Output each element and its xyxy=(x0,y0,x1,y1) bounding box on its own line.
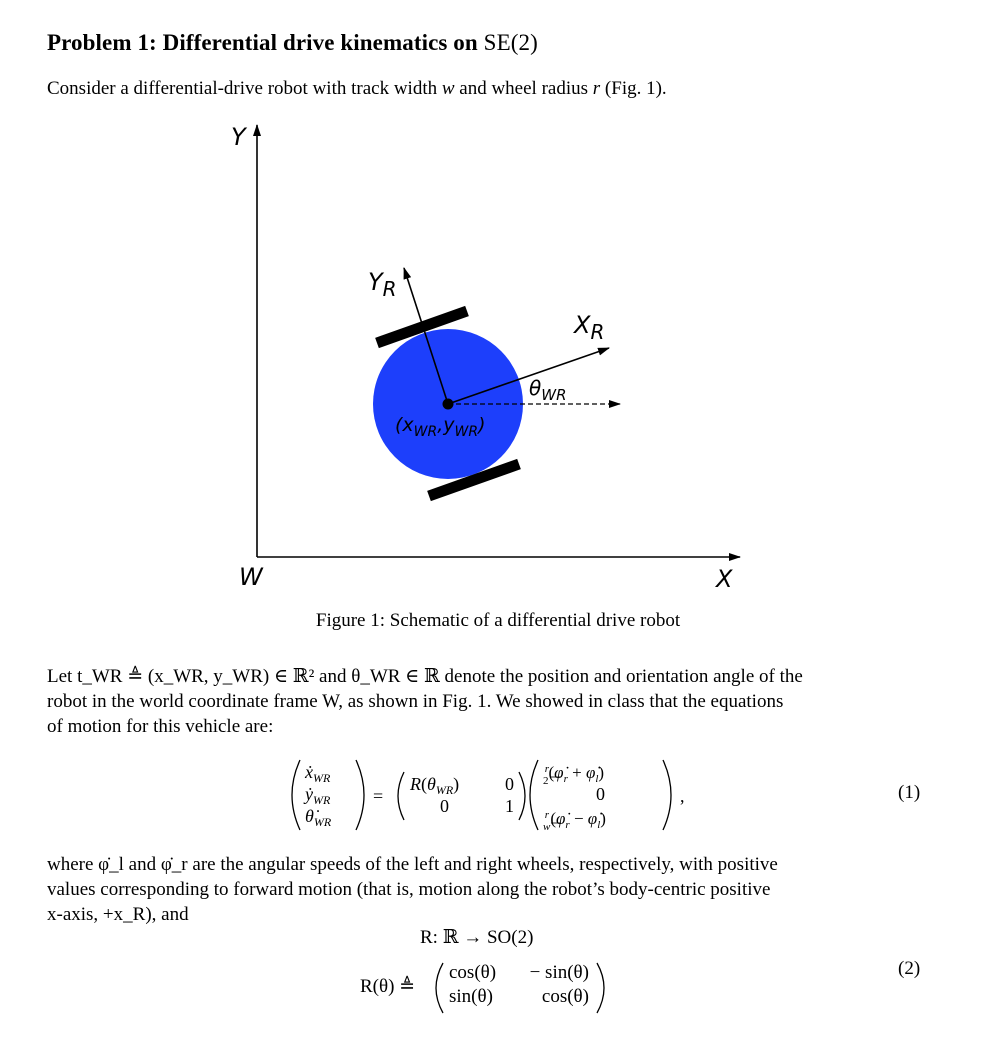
equation-1-number: (1) xyxy=(898,782,921,803)
eq2-cos-bottom: cos(θ) xyxy=(541,986,589,1007)
eq2-sin: sin(θ) xyxy=(449,986,493,1007)
eq1-comma: , xyxy=(680,786,685,806)
paragraph-definitions xyxy=(47,664,925,739)
eq2-left-paren xyxy=(436,963,443,1013)
figure-caption: Figure 1: Schematic of a differential drive robot xyxy=(315,610,681,631)
intro-text-2: and wheel radius xyxy=(459,78,589,99)
paragraph-2-line-2: values corresponding to forward motion (that is, motion along the robot’s body-centric positive xyxy=(47,879,771,900)
equation-1 xyxy=(292,760,685,833)
eq2-cos-top: cos(θ) xyxy=(449,962,497,983)
track-width-symbol: w xyxy=(441,78,455,99)
eq1-zero-bl: 0 xyxy=(440,796,449,816)
eq1-zero-tr: 0 xyxy=(505,774,514,794)
eq1-equals: = xyxy=(373,786,384,806)
title-text: Problem 1: Differential drive kinematics on xyxy=(47,30,478,55)
paragraph-1-line-3: of motion for this vehicle are: xyxy=(47,716,274,737)
paragraph-1-line-1: Let t_WR ≜ (x_WR, y_WR) ∈ ℝ² and θ_WR ∈ ℝ denote the position and orientation angle of the xyxy=(47,666,803,687)
equation-2-number: (2) xyxy=(898,958,921,979)
robot-center-point xyxy=(443,399,454,410)
eq1-angular-speed: $^r$ $w(\varphi̇_r$ − $\varphi̇_l$) xyxy=(543,809,606,833)
heading-angle-label: $\theta_{WR}$ xyxy=(529,376,567,404)
equation-2-matrix xyxy=(449,962,589,1008)
robot-y-label: $Y_R$ xyxy=(368,268,397,301)
eq1-forward-speed: $^r$ $2(\varphi̇_r$ + $\varphi̇_l$) xyxy=(543,763,605,787)
eq1-rotation-block: $R(\theta_{WR})$ xyxy=(410,774,460,797)
world-origin-label: W xyxy=(239,563,263,591)
title-group-name: SE(2) xyxy=(483,30,538,55)
paragraph-1-line-2: robot in the world coordinate frame W, as shown in Fig. 1. We showed in class that the equations xyxy=(47,691,784,712)
eq1-lhs-thetadot: $\thetȧ_{WR}$ xyxy=(305,806,332,829)
robot-position-label: $(x_{WR},y_{WR})$ xyxy=(395,414,486,440)
eq1-zero-lateral: 0 xyxy=(596,784,605,804)
paragraph-2-line-3: x-axis, +x_R), and xyxy=(47,904,189,925)
equation-2-definition: R(θ) ≜ xyxy=(360,976,416,997)
world-y-label: Y xyxy=(231,123,246,151)
eq2-right-paren xyxy=(597,963,604,1013)
eq1-lhs-ydot: ẏ$_{WR}$ xyxy=(305,784,331,807)
wheel-radius-symbol: r xyxy=(592,78,601,99)
eq1-one-br: 1 xyxy=(505,796,514,816)
intro-text-1: Consider a differential-drive robot with track width xyxy=(47,78,438,99)
eq1-lhs-xdot: ẋ$_{WR}$ xyxy=(305,762,331,785)
paragraph-wheel-speeds xyxy=(47,852,925,927)
equation-2-mapping: R: ℝ → SO(2) xyxy=(420,927,534,948)
robot-x-label: $X_R$ xyxy=(574,311,605,344)
eq2-neg-sin: − sin(θ) xyxy=(529,962,589,983)
intro-text-3: (Fig. 1). xyxy=(604,78,667,99)
paragraph-2-line-1: where φ̇_l and φ̇_r are the angular speeds of the left and right wheels, respectively, with positive xyxy=(47,854,778,875)
world-x-label: X xyxy=(716,565,733,593)
